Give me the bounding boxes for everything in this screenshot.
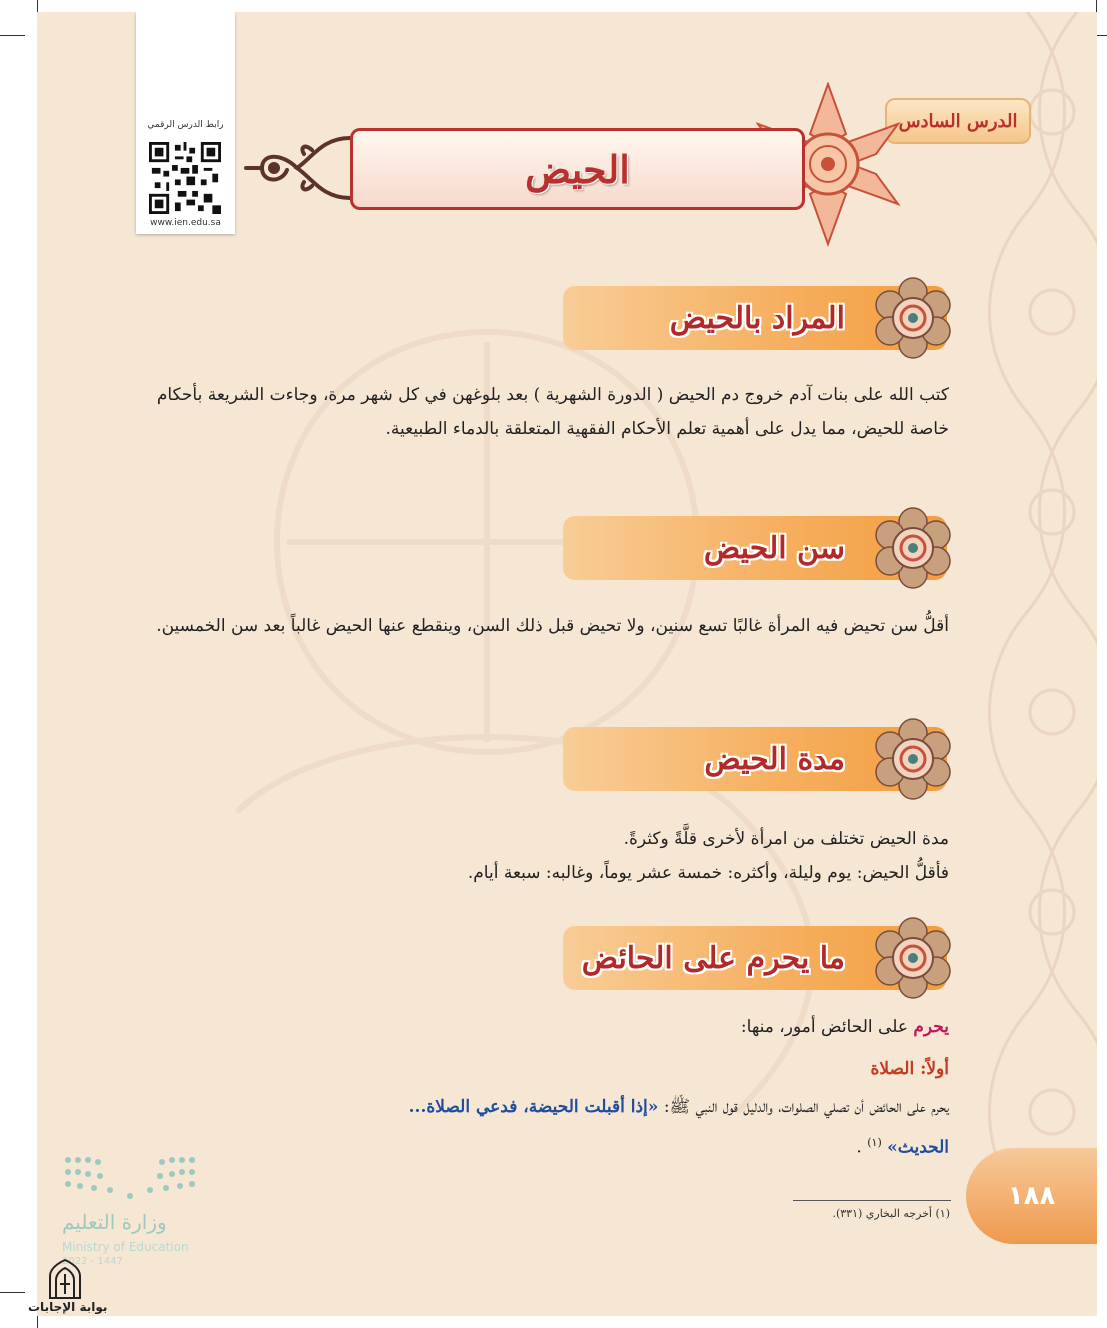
section-heading-meaning: المراد بالحيض: [669, 300, 845, 336]
page-number: ١٨٨: [1007, 1181, 1056, 1211]
section-text-age: أقلُّ سن تحيض فيه المرأة غالبًا تسع سنين، ولا تحيض قبل ذلك السن، وينقطع عنها الحيض غالباً بعد سن الخمسين.: [156, 616, 949, 636]
prohibited-prayer-text: [152, 1090, 949, 1124]
footnote-ref[interactable]: (١): [867, 1136, 882, 1149]
rosette-icon: [873, 916, 953, 1000]
prohibited-intro-text: على الحائض أمور، منها:: [740, 1017, 908, 1037]
section-heading-prohibited: ما يحرم على الحائض: [581, 940, 845, 976]
page: [37, 12, 1097, 1316]
section-text-duration: [152, 822, 949, 890]
hadith-end: الحديث»: [887, 1137, 949, 1158]
section-text-meaning: كتب الله على بنات آدم خروج دم الحيض ( الدورة الشهرية ) بعد بلوغهن في كل شهر مرة، وجاءت الشريعة بأحكام خاصة للحيض، مما يدل على أهمية تعلم الأحكام الفقهية المتعلقة بالدماء الطبيعية.: [156, 385, 949, 439]
qr-url[interactable]: www.ien.edu.sa: [150, 218, 221, 228]
prohibited-subheading-prayer: أولاً: الصلاة: [870, 1059, 949, 1079]
prohibited-intro: [152, 1010, 949, 1044]
ministry-dots-logo: [60, 1152, 200, 1202]
section-heading-age: سن الحيض: [703, 530, 845, 566]
rosette-icon: [873, 506, 953, 590]
duration-line-1: مدة الحيض تختلف من امرأة لأخرى قلَّةً وكثرةً.: [623, 829, 949, 849]
section-heading-duration: مدة الحيض: [704, 741, 845, 777]
title-scroll-ornament: [242, 128, 352, 208]
rosette-icon: [873, 276, 953, 360]
prayer-text: يحرم على الحائض أن تصلي الصلوات، والدليل قول النبي ﷺ:: [663, 1097, 949, 1117]
qr-label: رابط الدرس الرقمي: [147, 120, 224, 130]
qr-card: [136, 12, 235, 234]
lesson-title-box: [350, 128, 805, 210]
period: .: [856, 1137, 862, 1158]
portal-mosque-icon: [46, 1258, 84, 1300]
duration-line-2: فأقلُّ الحيض: يوم وليلة، وأكثره: خمسة عشر يوماً، وغالبه: سبعة أيام.: [467, 863, 949, 883]
rosette-icon: [873, 717, 953, 801]
page-number-tab: [966, 1148, 1097, 1244]
portal-name: بوابة الإجابات: [28, 1300, 108, 1314]
footnote: (١) أخرجه البخاري (٣٣١).: [832, 1207, 950, 1220]
hadith-end-line: [152, 1126, 949, 1165]
ministry-name-arabic: وزارة التعليم: [62, 1210, 167, 1234]
footnote-divider: [793, 1200, 951, 1201]
prohibited-keyword: يحرم: [913, 1017, 949, 1037]
lesson-title: الحيض: [525, 146, 630, 192]
hadith-text: «إذا أقبلت الحيضة، فدعي الصلاة...: [408, 1097, 659, 1117]
ministry-name-english: Ministry of Education: [62, 1240, 189, 1254]
qr-code-icon[interactable]: [149, 142, 221, 214]
ministry-year: 2022 - 1447: [62, 1256, 123, 1267]
lesson-badge: الدرس السادس: [885, 98, 1031, 144]
